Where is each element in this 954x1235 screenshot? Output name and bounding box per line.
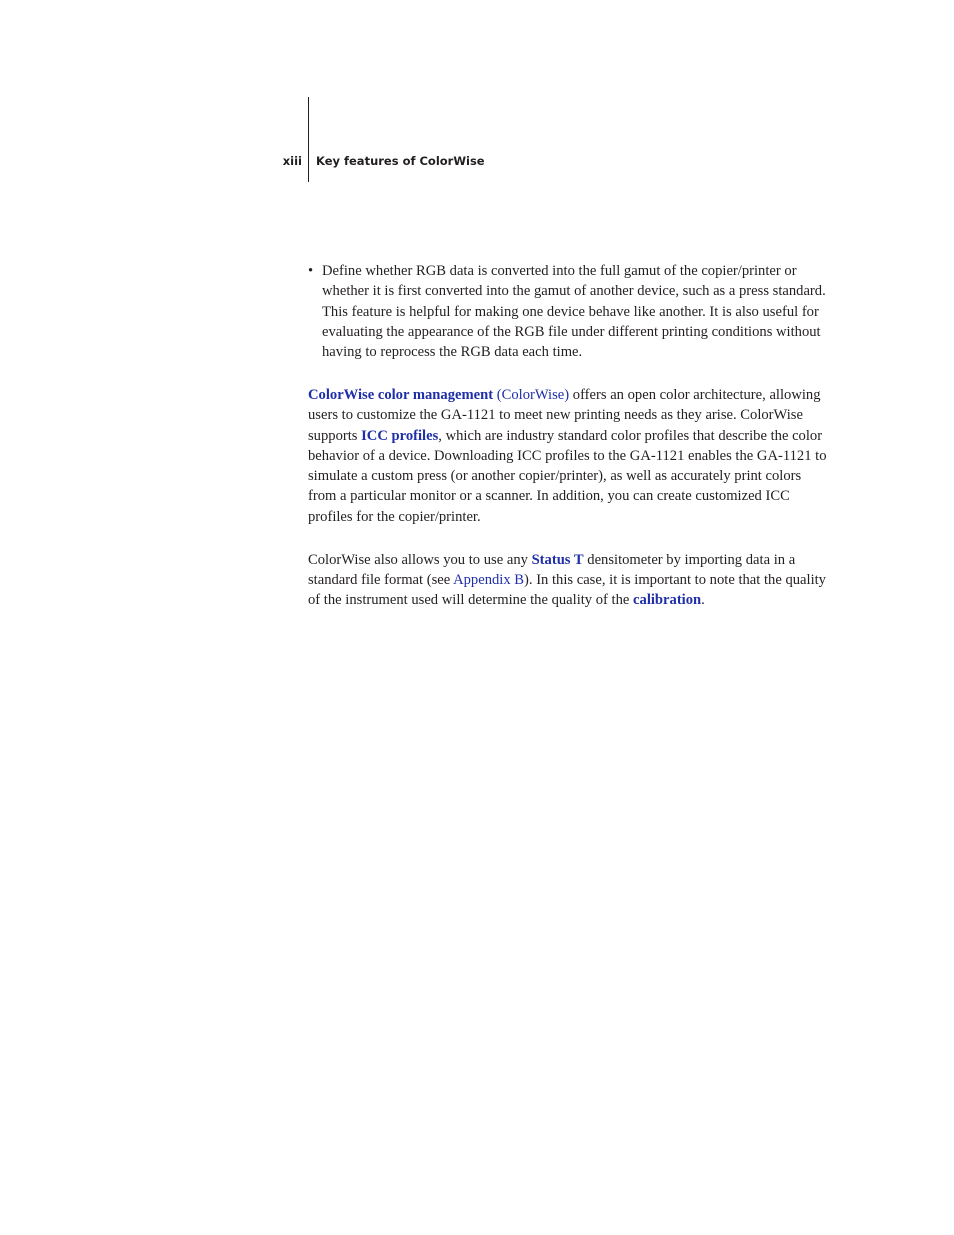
paragraph-text: offers an open color architecture, allowing users to customize the GA-1121 to meet new printing needs as they arise. ColorWise supports xyxy=(308,386,821,444)
header-divider xyxy=(308,97,309,182)
bullet-list xyxy=(308,261,830,362)
paragraph-text: densitometer by importing data in a standard file format (see xyxy=(308,551,796,588)
paragraph-text: . xyxy=(701,592,705,609)
list-item xyxy=(308,261,830,362)
link-calibration[interactable]: calibration xyxy=(633,592,702,609)
paragraph-colorwise-management xyxy=(308,385,830,527)
link-icc-profiles[interactable]: ICC profiles xyxy=(361,427,439,444)
body-content xyxy=(308,261,830,610)
paragraph-text: ). In this case, it is important to note that the quality of the instrument used will determine the quality of the xyxy=(308,571,826,609)
bullet-marker: • xyxy=(308,263,314,279)
page-number: xiii xyxy=(282,154,302,168)
running-head: Key features of ColorWise xyxy=(316,154,485,168)
paragraph-densitometer xyxy=(308,550,830,611)
bullet-text: Define whether RGB data is converted into the full gamut of the copier/printer or whether it is first converted into the gamut of another device, such as a press standard. This feature is helpful for making one device behave like another. It is also useful for evaluating the appearance of the RGB file under different printing conditions without having to reprocess the RGB data each time. xyxy=(322,263,826,361)
link-colorwise[interactable]: (ColorWise) xyxy=(496,386,570,403)
paragraph-text: ColorWise also allows you to use any xyxy=(308,551,532,568)
link-appendix-b[interactable]: Appendix B xyxy=(453,571,525,588)
link-status-t[interactable]: Status T xyxy=(531,551,584,568)
paragraph-text: , which are industry standard color profiles that describe the color behavior of a device. Downloading ICC profiles to the GA-1121 enables the GA-1121 to simulate a custom press (or another copier/printer), as well as accurately print colors from a particular monitor or a scanner. In addition, you can create customized ICC profiles for the copier/printer. xyxy=(308,427,827,525)
link-colorwise-color-management[interactable]: ColorWise color management xyxy=(308,386,494,403)
